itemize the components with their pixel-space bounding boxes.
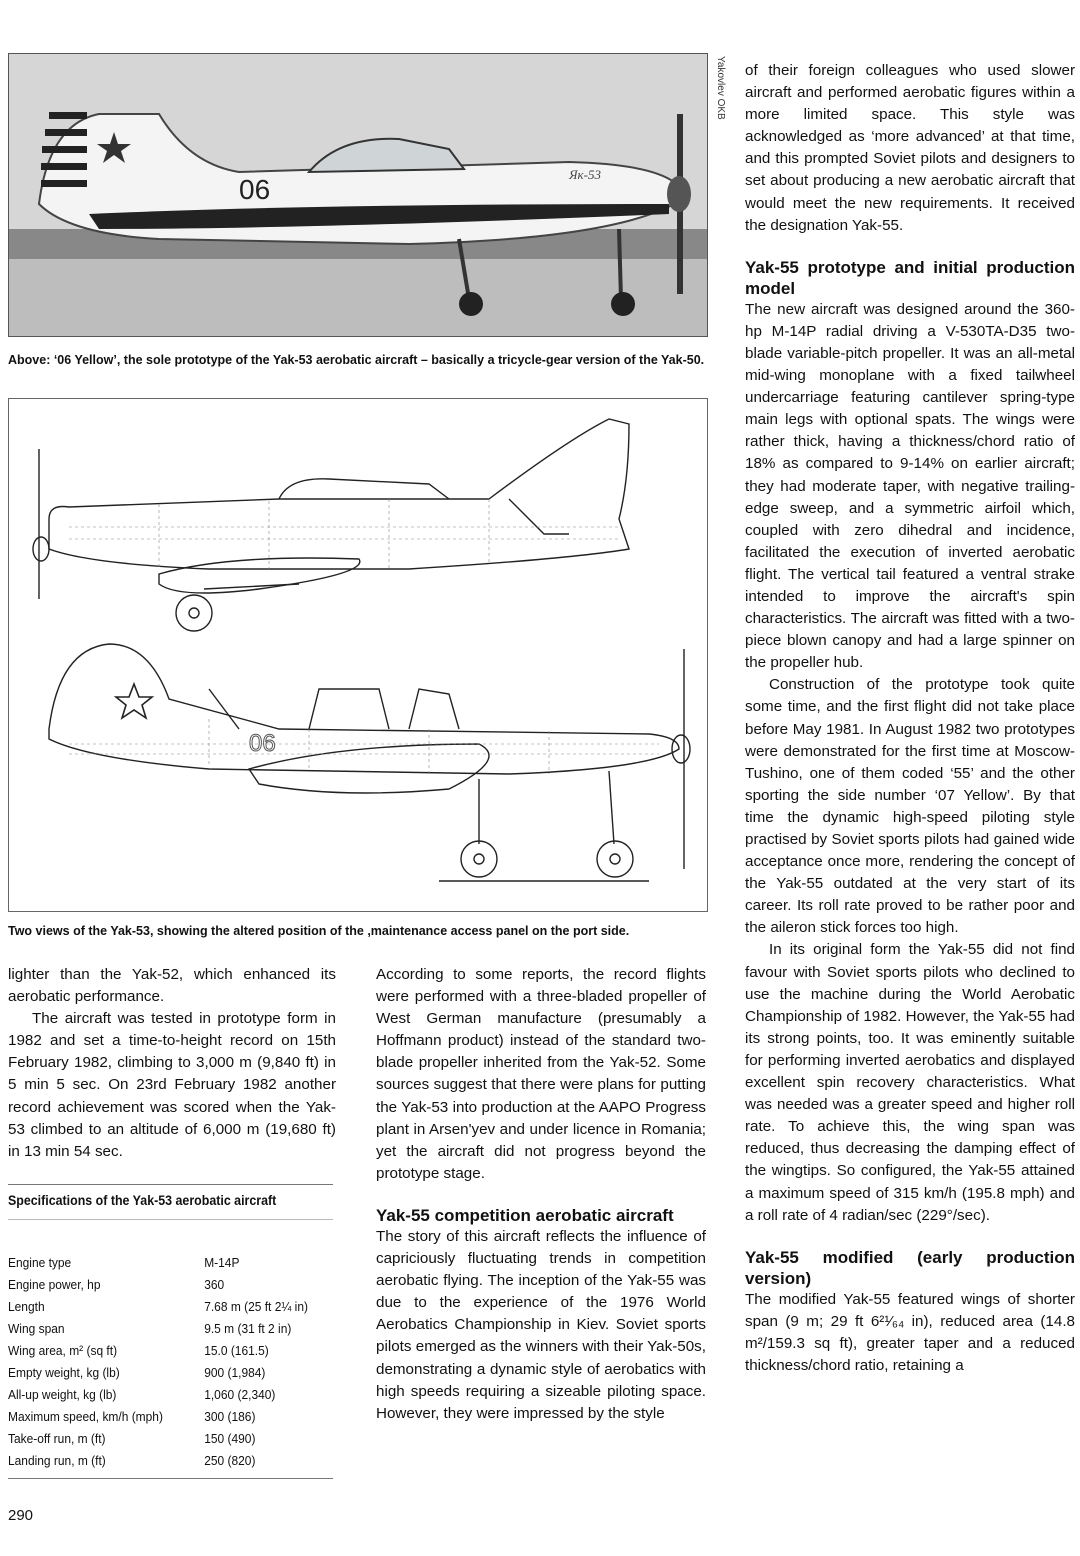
column-3 bbox=[745, 60, 1075, 1377]
spec-value: 300 (186) bbox=[204, 1409, 256, 1424]
aircraft-photo bbox=[8, 53, 708, 337]
spec-label: Engine power, hp bbox=[8, 1277, 101, 1292]
specs-title: Specifications of the Yak-53 aerobatic aircraft bbox=[8, 1193, 277, 1208]
yak53-side-views-drawing bbox=[8, 398, 708, 912]
spec-label: Maximum speed, km/h (mph) bbox=[8, 1409, 163, 1424]
yak53-photo-illustration bbox=[9, 54, 707, 336]
spec-row bbox=[8, 1343, 301, 1358]
specs-bottom-rule bbox=[8, 1478, 333, 1479]
spec-value: 250 (820) bbox=[204, 1453, 256, 1468]
spec-label: All-up weight, kg (lb) bbox=[8, 1387, 117, 1402]
spec-label: Landing run, m (ft) bbox=[8, 1453, 106, 1468]
aircraft-script: Як-53 bbox=[569, 167, 601, 182]
spec-value: 900 (1,984) bbox=[204, 1365, 266, 1380]
col2-heading-yak55-competition: Yak-55 competition aerobatic aircraft bbox=[376, 1205, 674, 1225]
spec-value: 360 bbox=[204, 1277, 225, 1292]
spec-value: M-14P bbox=[204, 1255, 240, 1270]
specs-title-rule bbox=[8, 1219, 333, 1220]
spec-row bbox=[8, 1453, 301, 1468]
spec-value: 150 (490) bbox=[204, 1431, 256, 1446]
spec-label: Wing area, m² (sq ft) bbox=[8, 1343, 118, 1358]
spec-row bbox=[8, 1321, 301, 1336]
line-drawing-illustration bbox=[9, 399, 707, 911]
spec-row bbox=[8, 1409, 301, 1424]
page-number: 290 bbox=[8, 1507, 34, 1524]
col1-paragraph-2: The aircraft was tested in prototype form in 1982 and set a time-to-height record on 15th February 1982, climbing to 3,000 m (9,840 ft) in 5 min 5 sec. On 23rd February 1982 another record achievement was scored when the Yak-53 climbed to an altitude of 6,000 m (19,680 ft) in 13 min 54 sec. bbox=[8, 1010, 336, 1160]
aircraft-number: 06 bbox=[239, 174, 271, 205]
col3-heading-prototype: Yak-55 prototype and initial production model bbox=[745, 257, 1075, 298]
col1-paragraph-1: lighter than the Yak-52, which enhanced its aerobatic performance. bbox=[8, 966, 336, 1006]
spec-value: 1,060 (2,340) bbox=[204, 1387, 276, 1402]
spec-value: 7.68 m (25 ft 2¼ in) bbox=[204, 1299, 308, 1314]
col2-paragraph-1: According to some reports, the record flights were performed with a three-bladed propeller of West German manufacture (presumably a Hoffmann product) instead of the standard two-blade propeller inherited from the Yak-52. Some sources suggest that there were plans for putting the Yak-53 into production at the AAPO Progress plant in Arsen'yev and under licence in Romania; yet the aircraft did not progress beyond the prototype stage. bbox=[376, 966, 706, 1182]
col2-paragraph-2: The story of this aircraft reflects the influence of capriciously fluctuating trends in competition aerobatic flying. The inception of the Yak-55 was due to the experience of the 1976 World Aerobatics Championship in Kiev. Soviet sports pilots emerged as the winners with their Yak-50s, demonstrating a dynamic style of aerobatics with high speeds requiring a sizeable piloting space. However, they were impressed by the style bbox=[376, 1227, 706, 1422]
spec-label: Empty weight, kg (lb) bbox=[8, 1365, 120, 1380]
spec-row bbox=[8, 1365, 301, 1380]
photo-caption: Above: ‘06 Yellow’, the sole prototype of the Yak-53 aerobatic aircraft – basically a tricycle-gear version of the Yak-50. bbox=[8, 353, 705, 367]
spec-row bbox=[8, 1387, 301, 1402]
spec-label: Take-off run, m (ft) bbox=[8, 1431, 106, 1446]
spec-label: Wing span bbox=[8, 1321, 65, 1336]
specs-top-rule bbox=[8, 1184, 333, 1185]
photo-credit: Yakovlev OKB bbox=[715, 56, 726, 120]
spec-row bbox=[8, 1431, 301, 1446]
spec-row bbox=[8, 1255, 301, 1270]
spec-label: Engine type bbox=[8, 1255, 72, 1270]
col3-heading-modified: Yak-55 modified (early production version) bbox=[745, 1247, 1075, 1288]
spec-value: 9.5 m (31 ft 2 in) bbox=[204, 1321, 292, 1336]
spec-row bbox=[8, 1299, 308, 1314]
spec-row bbox=[8, 1277, 301, 1292]
col3-paragraph-3: Construction of the prototype took quite some time, and the first flight did not take place before May 1981. In August 1982 two prototypes were demonstrated for the first time at Moscow-Tushino, one of them coded ‘55’ and the other sporting the side number ‘07 Yellow’. By that time the dynamic high-speed piloting style practised by Soviet sports pilots had gained wide acceptance once more, rendering the concept of the Yak-55 outdated at the very start of its career. Its roll rate proved to be rather poor and the aileron stick forces too high. bbox=[745, 676, 1075, 937]
column-1 bbox=[8, 964, 336, 1163]
column-2 bbox=[376, 964, 706, 1425]
spec-label: Length bbox=[8, 1299, 45, 1314]
col3-paragraph-4: In its original form the Yak-55 did not find favour with Soviet sports pilots who declined to use the machine during the World Aerobatic Championship of 1982. However, the Yak-55 had its strong points, too. It was eminently suitable for performing inverted aerobatics and displayed excellent spin recovery characteristics. What was needed was a greater speed and higher roll rate. To achieve this, the wing span was reduced, thus decreasing the damping effect of the wingtips. So configured, the Yak-55 attained a maximum speed of 315 km/h (195.8 mph) and a roll rate of 4 radian/sec (229°/sec). bbox=[745, 941, 1075, 1224]
col3-paragraph-5: The modified Yak-55 featured wings of shorter span (9 m; 29 ft 6²¹⁄₆₄ in), reduced area (14.8 m²/159.3 sq ft), greater taper and a reduced thickness/chord ratio, retaining a bbox=[745, 1290, 1075, 1374]
drawing-caption: Two views of the Yak-53, showing the altered position of the ,maintenance access panel on the port side. bbox=[8, 924, 630, 938]
spec-value: 15.0 (161.5) bbox=[204, 1343, 269, 1358]
drawing-side-number: 06 bbox=[249, 730, 276, 757]
col3-paragraph-1: of their foreign colleagues who used slower aircraft and performed aerobatic figures within a more limited space. This style was acknowledged as ‘more advanced’ at that time, and this prompted Soviet pilots and designers to set about producing a new aerobatic aircraft that would meet the new requirements. It received the designation Yak-55. bbox=[745, 62, 1075, 234]
col3-paragraph-2: The new aircraft was designed around the 360-hp M-14P radial driving a V-530TA-D35 two-blade variable-pitch propeller. It was an all-metal mid-wing monoplane with a fixed tailwheel undercarriage featuring cantilever spring-type main legs with optional spats. The wings were rather thick, having a thickness/chord ratio of 18% as compared to 9-14% on earlier aircraft; they had moderate taper, with negative trailing-edge sweep, and a symmetric airfoil which, coupled with zero dihedral and incidence, facilitated the execution of inverted aerobatic flight. The vertical tail featured a ventral strake intended to improve the aircraft's spin characteristics. The aircraft was fitted with a two-piece blown canopy and had a large spinner on the propeller hub. bbox=[745, 300, 1075, 672]
